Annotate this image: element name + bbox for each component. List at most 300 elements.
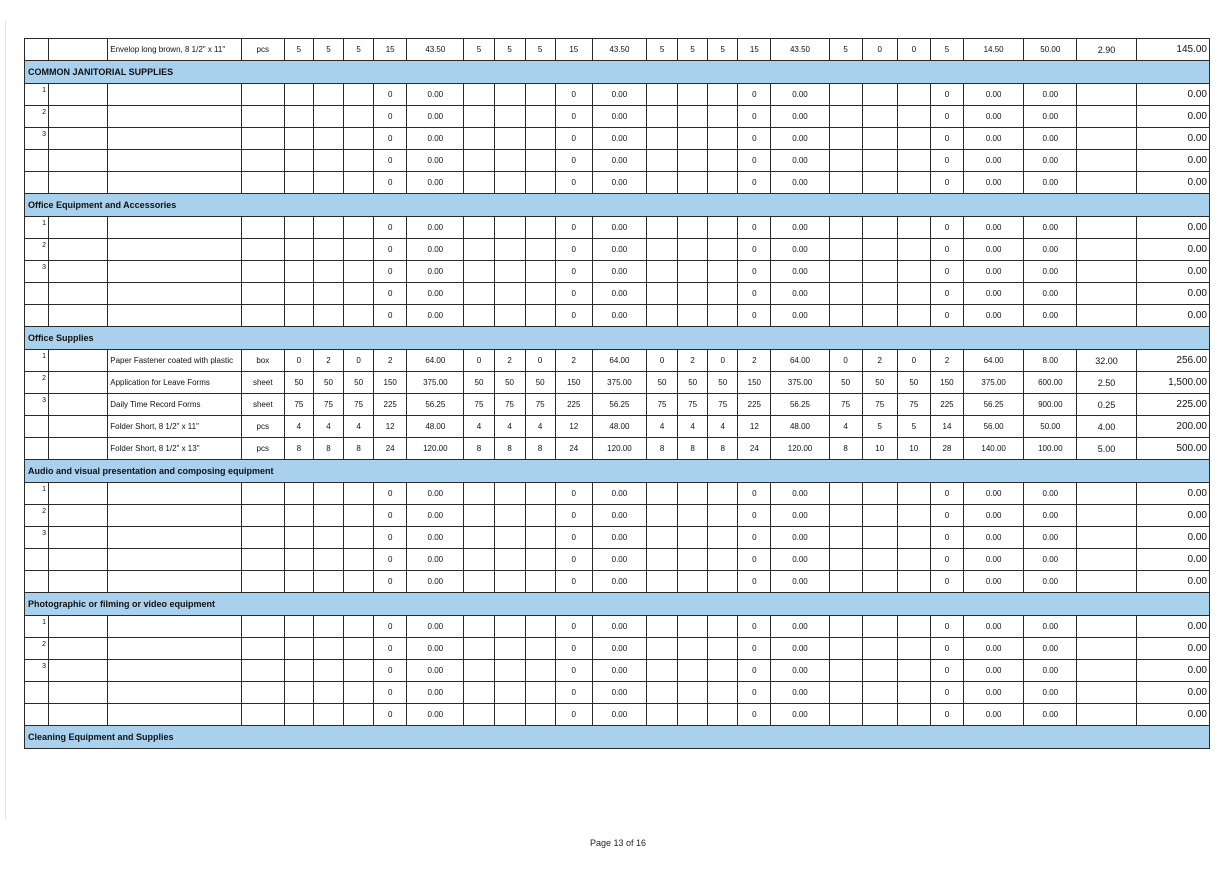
quantity-cell: 48.00	[771, 416, 829, 438]
table-row	[25, 84, 1210, 106]
quantity-cell: 5	[708, 39, 738, 61]
quantity-cell	[678, 283, 708, 305]
total-amount-cell: 0.00	[1136, 638, 1209, 660]
quantity-cell	[284, 571, 313, 593]
quantity-cell	[829, 172, 862, 194]
category-label: Office Equipment and Accessories	[25, 194, 1210, 217]
quantity-cell	[897, 84, 930, 106]
quantity-cell: 0	[897, 350, 930, 372]
quantity-cell	[862, 150, 897, 172]
quantity-cell: 0	[555, 305, 592, 327]
quantity-cell	[829, 239, 862, 261]
quantity-cell: 0.00	[771, 549, 829, 571]
quantity-cell: 0	[525, 350, 555, 372]
quantity-cell: 24	[555, 438, 592, 460]
quantity-cell: 0	[829, 350, 862, 372]
quantity-cell: 0	[738, 660, 771, 682]
item-description-cell	[108, 305, 241, 327]
table-row	[25, 616, 1210, 638]
quantity-cell: 0.00	[1024, 217, 1077, 239]
page-number: Page 13 of 16	[589, 838, 647, 848]
quantity-cell: 0	[930, 527, 963, 549]
quantity-cell	[678, 261, 708, 283]
quantity-cell	[708, 660, 738, 682]
quantity-cell: 0	[738, 571, 771, 593]
quantity-cell: 0	[555, 505, 592, 527]
quantity-cell: 0.00	[592, 527, 646, 549]
quantity-cell	[708, 483, 738, 505]
quantity-cell: 75	[862, 394, 897, 416]
quantity-cell	[678, 616, 708, 638]
quantity-cell: 2	[930, 350, 963, 372]
quantity-cell	[344, 660, 374, 682]
quantity-cell	[862, 638, 897, 660]
quantity-cell: 10	[897, 438, 930, 460]
quantity-cell	[464, 172, 494, 194]
quantity-cell	[829, 571, 862, 593]
quantity-cell: 0	[374, 549, 407, 571]
quantity-cell	[494, 150, 525, 172]
quantity-cell	[647, 239, 678, 261]
item-description-cell	[108, 527, 241, 549]
unit-cell	[241, 261, 284, 283]
quantity-cell: 225	[930, 394, 963, 416]
quantity-cell: 0	[930, 172, 963, 194]
quantity-cell	[464, 128, 494, 150]
quantity-cell	[678, 505, 708, 527]
quantity-cell: 0	[930, 660, 963, 682]
item-description-cell	[108, 505, 241, 527]
item-description-cell: Paper Fastener coated with plastic	[108, 350, 241, 372]
quantity-cell	[525, 283, 555, 305]
quantity-cell: 4	[829, 416, 862, 438]
quantity-cell: 0.00	[407, 549, 464, 571]
item-number-cell: 3	[25, 660, 49, 682]
unit-price-cell	[1077, 283, 1136, 305]
quantity-cell: 50	[678, 372, 708, 394]
quantity-cell	[284, 217, 313, 239]
item-number-cell: 1	[25, 616, 49, 638]
quantity-cell	[647, 571, 678, 593]
quantity-cell: 0	[374, 106, 407, 128]
quantity-cell: 8	[284, 438, 313, 460]
quantity-cell: 50	[708, 372, 738, 394]
quantity-cell: 75	[647, 394, 678, 416]
quantity-cell: 0	[738, 217, 771, 239]
quantity-cell: 0.00	[964, 704, 1024, 726]
item-number-cell	[25, 438, 49, 460]
quantity-cell: 0	[555, 217, 592, 239]
quantity-cell	[313, 172, 343, 194]
item-code-cell	[49, 527, 108, 549]
quantity-cell: 150	[555, 372, 592, 394]
quantity-cell: 0.00	[964, 505, 1024, 527]
quantity-cell	[897, 571, 930, 593]
quantity-cell: 120.00	[407, 438, 464, 460]
quantity-cell: 0.00	[407, 571, 464, 593]
quantity-cell: 0	[555, 239, 592, 261]
quantity-cell: 0.00	[771, 704, 829, 726]
quantity-cell: 0	[555, 84, 592, 106]
item-description-cell	[108, 483, 241, 505]
quantity-cell	[344, 704, 374, 726]
quantity-cell: 48.00	[407, 416, 464, 438]
quantity-cell: 5	[829, 39, 862, 61]
item-code-cell	[49, 150, 108, 172]
quantity-cell: 5	[344, 39, 374, 61]
quantity-cell	[862, 549, 897, 571]
quantity-cell: 5	[862, 416, 897, 438]
quantity-cell: 0.00	[592, 217, 646, 239]
quantity-cell: 75	[464, 394, 494, 416]
item-number-cell: 1	[25, 350, 49, 372]
quantity-cell	[862, 172, 897, 194]
quantity-cell: 0	[374, 261, 407, 283]
item-description-cell: Daily Time Record Forms	[108, 394, 241, 416]
quantity-cell: 0	[738, 682, 771, 704]
quantity-cell	[708, 682, 738, 704]
quantity-cell	[708, 549, 738, 571]
quantity-cell: 0.00	[407, 704, 464, 726]
category-row	[25, 726, 1210, 749]
quantity-cell	[344, 84, 374, 106]
quantity-cell: 5	[284, 39, 313, 61]
quantity-cell	[708, 261, 738, 283]
quantity-cell: 8	[525, 438, 555, 460]
quantity-cell	[708, 150, 738, 172]
quantity-cell	[344, 128, 374, 150]
total-amount-cell: 0.00	[1136, 239, 1209, 261]
quantity-cell: 0.00	[771, 128, 829, 150]
quantity-cell: 43.50	[407, 39, 464, 61]
quantity-cell: 0.00	[407, 283, 464, 305]
unit-price-cell	[1077, 549, 1136, 571]
quantity-cell	[525, 527, 555, 549]
quantity-cell	[313, 106, 343, 128]
quantity-cell	[678, 217, 708, 239]
unit-cell	[241, 660, 284, 682]
quantity-cell: 8	[344, 438, 374, 460]
quantity-cell: 0.00	[407, 305, 464, 327]
quantity-cell: 0	[374, 571, 407, 593]
quantity-cell	[897, 682, 930, 704]
quantity-cell	[647, 261, 678, 283]
quantity-cell: 0.00	[771, 660, 829, 682]
quantity-cell	[464, 283, 494, 305]
quantity-cell	[525, 150, 555, 172]
item-description-cell	[108, 549, 241, 571]
quantity-cell: 43.50	[592, 39, 646, 61]
quantity-cell: 0	[374, 283, 407, 305]
unit-cell: box	[241, 350, 284, 372]
quantity-cell: 5	[525, 39, 555, 61]
unit-price-cell	[1077, 217, 1136, 239]
quantity-cell: 0.00	[592, 571, 646, 593]
item-number-cell	[25, 283, 49, 305]
quantity-cell: 0	[930, 150, 963, 172]
unit-cell	[241, 150, 284, 172]
quantity-cell	[829, 638, 862, 660]
quantity-cell	[708, 217, 738, 239]
table-row	[25, 350, 1210, 372]
total-amount-cell: 0.00	[1136, 660, 1209, 682]
table-row	[25, 305, 1210, 327]
quantity-cell: 0.00	[1024, 704, 1077, 726]
quantity-cell	[313, 616, 343, 638]
item-code-cell	[49, 84, 108, 106]
quantity-cell	[829, 505, 862, 527]
quantity-cell	[344, 682, 374, 704]
unit-price-cell: 2.50	[1077, 372, 1136, 394]
quantity-cell: 225	[555, 394, 592, 416]
quantity-cell	[313, 84, 343, 106]
quantity-cell: 0.00	[407, 172, 464, 194]
quantity-cell: 5	[647, 39, 678, 61]
quantity-cell: 0.00	[964, 172, 1024, 194]
total-amount-cell: 0.00	[1136, 128, 1209, 150]
quantity-cell: 0	[738, 128, 771, 150]
quantity-cell	[313, 638, 343, 660]
unit-cell	[241, 106, 284, 128]
quantity-cell: 375.00	[771, 372, 829, 394]
quantity-cell: 0	[374, 84, 407, 106]
item-code-cell	[49, 660, 108, 682]
quantity-cell	[678, 704, 708, 726]
quantity-cell	[494, 682, 525, 704]
table-row	[25, 571, 1210, 593]
quantity-cell: 0	[930, 505, 963, 527]
quantity-cell: 120.00	[592, 438, 646, 460]
quantity-cell: 4	[494, 416, 525, 438]
quantity-cell	[284, 660, 313, 682]
quantity-cell: 0	[930, 239, 963, 261]
quantity-cell: 0.00	[407, 239, 464, 261]
quantity-cell	[494, 261, 525, 283]
quantity-cell: 10	[862, 438, 897, 460]
quantity-cell: 0.00	[964, 217, 1024, 239]
quantity-cell: 0.00	[771, 638, 829, 660]
quantity-cell: 2	[678, 350, 708, 372]
quantity-cell	[678, 483, 708, 505]
total-amount-cell: 0.00	[1136, 527, 1209, 549]
table-row	[25, 128, 1210, 150]
quantity-cell: 0.00	[771, 616, 829, 638]
quantity-cell: 0	[555, 483, 592, 505]
quantity-cell: 0	[555, 660, 592, 682]
quantity-cell	[647, 704, 678, 726]
item-code-cell	[49, 350, 108, 372]
quantity-cell: 0.00	[964, 682, 1024, 704]
quantity-cell	[647, 505, 678, 527]
unit-price-cell	[1077, 483, 1136, 505]
quantity-cell: 0	[555, 283, 592, 305]
quantity-cell: 64.00	[964, 350, 1024, 372]
quantity-cell: 100.00	[1024, 438, 1077, 460]
quantity-cell	[313, 571, 343, 593]
category-label: Photographic or filming or video equipment	[25, 593, 1210, 616]
quantity-cell	[313, 682, 343, 704]
unit-price-cell	[1077, 505, 1136, 527]
item-code-cell	[49, 505, 108, 527]
quantity-cell	[708, 505, 738, 527]
quantity-cell: 0	[555, 128, 592, 150]
quantity-cell: 0.00	[964, 305, 1024, 327]
quantity-cell	[344, 239, 374, 261]
total-amount-cell: 200.00	[1136, 416, 1209, 438]
quantity-cell: 5	[678, 39, 708, 61]
quantity-cell: 140.00	[964, 438, 1024, 460]
quantity-cell	[494, 217, 525, 239]
quantity-cell: 50	[494, 372, 525, 394]
quantity-cell	[494, 616, 525, 638]
quantity-cell: 0.00	[592, 305, 646, 327]
quantity-cell: 0	[374, 239, 407, 261]
quantity-cell: 0	[555, 549, 592, 571]
quantity-cell: 0.00	[964, 527, 1024, 549]
quantity-cell	[284, 106, 313, 128]
quantity-cell: 150	[930, 372, 963, 394]
quantity-cell: 0.00	[407, 660, 464, 682]
unit-cell	[241, 571, 284, 593]
quantity-cell: 50.00	[1024, 416, 1077, 438]
quantity-cell: 0	[555, 571, 592, 593]
total-amount-cell: 0.00	[1136, 106, 1209, 128]
quantity-cell	[284, 638, 313, 660]
quantity-cell	[829, 128, 862, 150]
unit-cell	[241, 616, 284, 638]
total-amount-cell: 0.00	[1136, 704, 1209, 726]
quantity-cell	[464, 660, 494, 682]
quantity-cell	[708, 704, 738, 726]
quantity-cell: 0	[930, 106, 963, 128]
quantity-cell	[494, 527, 525, 549]
quantity-cell	[464, 84, 494, 106]
quantity-cell: 0	[555, 172, 592, 194]
table-row	[25, 172, 1210, 194]
item-number-cell	[25, 704, 49, 726]
total-amount-cell: 0.00	[1136, 616, 1209, 638]
total-amount-cell: 1,500.00	[1136, 372, 1209, 394]
quantity-cell	[284, 283, 313, 305]
quantity-cell: 12	[738, 416, 771, 438]
item-code-cell	[49, 39, 108, 61]
unit-cell	[241, 704, 284, 726]
quantity-cell: 4	[708, 416, 738, 438]
quantity-cell	[525, 106, 555, 128]
quantity-cell	[284, 616, 313, 638]
item-description-cell	[108, 261, 241, 283]
quantity-cell: 0	[374, 172, 407, 194]
quantity-cell: 0	[738, 239, 771, 261]
quantity-cell	[862, 483, 897, 505]
quantity-cell	[344, 549, 374, 571]
quantity-cell: 50	[313, 372, 343, 394]
item-description-cell	[108, 638, 241, 660]
quantity-cell	[647, 682, 678, 704]
quantity-cell	[494, 106, 525, 128]
quantity-cell: 4	[344, 416, 374, 438]
quantity-cell: 0.00	[1024, 483, 1077, 505]
quantity-cell	[862, 106, 897, 128]
category-label: COMMON JANITORIAL SUPPLIES	[25, 61, 1210, 84]
quantity-cell: 75	[708, 394, 738, 416]
quantity-cell	[647, 483, 678, 505]
quantity-cell: 56.25	[771, 394, 829, 416]
quantity-cell	[525, 483, 555, 505]
unit-cell	[241, 172, 284, 194]
quantity-cell	[525, 239, 555, 261]
quantity-cell: 0.00	[964, 150, 1024, 172]
quantity-cell: 14.50	[964, 39, 1024, 61]
quantity-cell: 0.00	[592, 150, 646, 172]
quantity-cell: 0	[930, 616, 963, 638]
quantity-cell: 0.00	[407, 505, 464, 527]
quantity-cell: 50	[464, 372, 494, 394]
quantity-cell	[525, 217, 555, 239]
quantity-cell	[897, 638, 930, 660]
quantity-cell	[897, 283, 930, 305]
quantity-cell: 0	[555, 638, 592, 660]
table-row	[25, 638, 1210, 660]
quantity-cell: 0.00	[407, 682, 464, 704]
quantity-cell	[647, 638, 678, 660]
item-code-cell	[49, 616, 108, 638]
table-row	[25, 505, 1210, 527]
quantity-cell: 8	[678, 438, 708, 460]
item-description-cell	[108, 704, 241, 726]
quantity-cell	[525, 571, 555, 593]
quantity-cell: 5	[494, 39, 525, 61]
category-label: Office Supplies	[25, 327, 1210, 350]
item-code-cell	[49, 106, 108, 128]
quantity-cell: 5	[930, 39, 963, 61]
item-description-cell	[108, 239, 241, 261]
quantity-cell: 4	[313, 416, 343, 438]
quantity-cell: 0.00	[1024, 106, 1077, 128]
quantity-cell: 0.00	[771, 305, 829, 327]
quantity-cell: 2	[313, 350, 343, 372]
quantity-cell	[829, 217, 862, 239]
quantity-cell	[678, 172, 708, 194]
quantity-cell	[708, 239, 738, 261]
unit-price-cell	[1077, 84, 1136, 106]
quantity-cell: 2	[555, 350, 592, 372]
quantity-cell: 0	[374, 483, 407, 505]
category-row	[25, 593, 1210, 616]
quantity-cell	[829, 682, 862, 704]
item-number-cell: 3	[25, 128, 49, 150]
quantity-cell: 0	[284, 350, 313, 372]
unit-cell	[241, 305, 284, 327]
quantity-cell	[313, 704, 343, 726]
quantity-cell	[525, 305, 555, 327]
quantity-cell	[525, 261, 555, 283]
quantity-cell: 5	[897, 416, 930, 438]
item-description-cell	[108, 106, 241, 128]
quantity-cell	[829, 704, 862, 726]
quantity-cell	[647, 172, 678, 194]
quantity-cell: 0.00	[771, 483, 829, 505]
quantity-cell	[494, 505, 525, 527]
item-number-cell: 3	[25, 261, 49, 283]
unit-price-cell	[1077, 571, 1136, 593]
quantity-cell: 0	[555, 527, 592, 549]
item-code-cell	[49, 483, 108, 505]
quantity-cell: 56.25	[592, 394, 646, 416]
quantity-cell: 0.00	[771, 682, 829, 704]
item-number-cell: 1	[25, 217, 49, 239]
total-amount-cell: 0.00	[1136, 84, 1209, 106]
